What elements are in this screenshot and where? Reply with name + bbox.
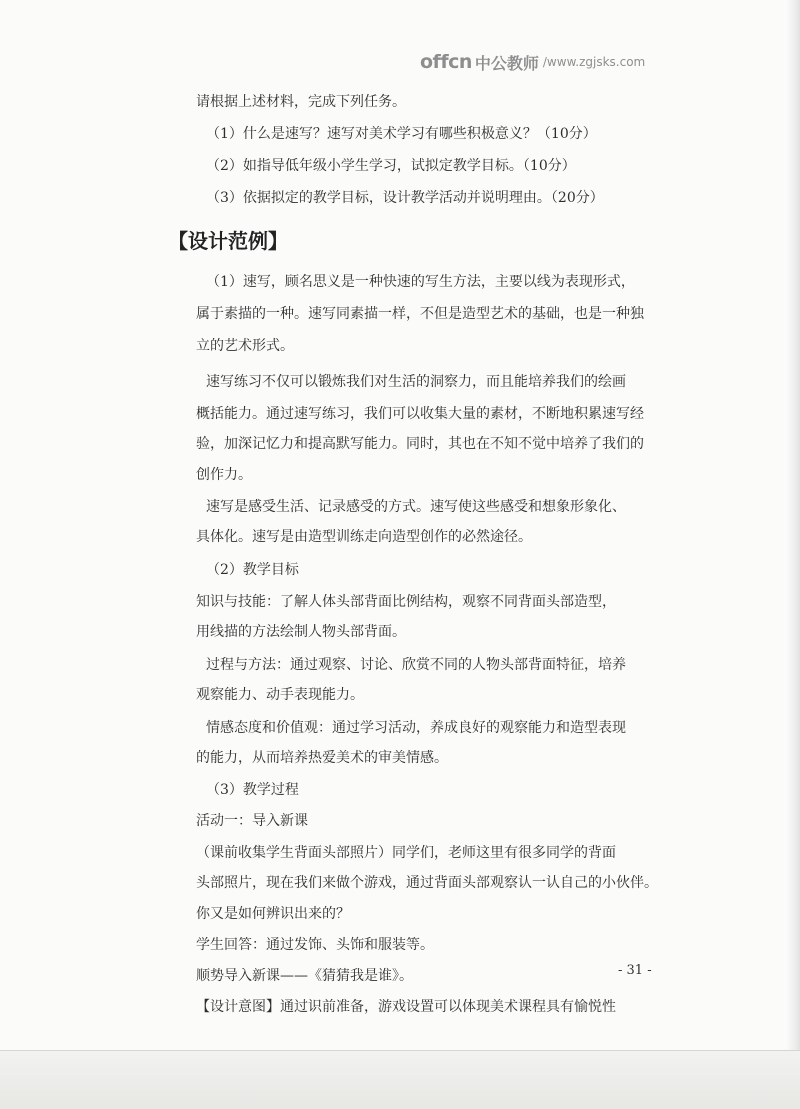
body-line-12: 用线描的方法绘制人物头部背面。 [196, 624, 406, 640]
body-line-18: 活动一：导入新课 [196, 813, 308, 829]
scan-bottom-margin [0, 1050, 800, 1109]
section-heading: 【设计范例】 [168, 229, 288, 253]
body-line-5: 概括能力。通过速写练习，我们可以收集大量的素材，不断地积累速写经 [196, 406, 644, 422]
question-3: （3）依据拟定的教学目标，设计教学活动并说明理由。（20分） [206, 190, 604, 206]
body-line-10: （2）教学目标 [206, 562, 299, 578]
page-edge-shadow [786, 0, 800, 1108]
logo-website: /www.zgjsks.com [542, 55, 646, 69]
body-line-24: 【设计意图】通过识前准备，游戏设置可以体现美术课程具有愉悦性 [196, 999, 616, 1015]
question-1: （1）什么是速写？速写对美术学习有哪些积极意义？（10分） [206, 126, 597, 142]
logo-chinese-name: 中公教师 [474, 53, 539, 73]
body-line-8: 速写是感受生活、记录感受的方式。速写使这些感受和想象形象化、 [206, 499, 626, 515]
body-line-6: 验，加深记忆力和提高默写能力。同时，其也在不知不觉中培养了我们的 [196, 436, 644, 452]
body-line-9: 具体化。速写是由造型训练走向造型创作的必然途径。 [196, 529, 532, 545]
body-line-1: （1）速写，顾名思义是一种快速的写生方法，主要以线为表现形式， [206, 274, 635, 290]
body-line-16: 的能力，从而培养热爱美术的审美情感。 [196, 750, 448, 766]
body-line-7: 创作力。 [196, 467, 252, 483]
body-line-11: 知识与技能：了解人体头部背面比例结构，观察不同背面头部造型， [196, 594, 616, 610]
body-line-23: 顺势导入新课——《猜猜我是谁》。 [196, 968, 413, 984]
body-line-21: 你又是如何辨识出来的？ [196, 906, 350, 922]
page-number: - 31 - [618, 963, 652, 978]
body-line-2: 属于素描的一种。速写同素描一样，不但是造型艺术的基础，也是一种独 [196, 306, 644, 322]
body-line-20: 头部照片，现在我们来做个游戏，通过背面头部观察认一认自己的小伙伴。 [196, 875, 658, 891]
logo-brand: offcn [420, 51, 472, 73]
body-line-15: 情感态度和价值观：通过学习活动，养成良好的观察能力和造型表现 [206, 720, 626, 736]
body-line-4: 速写练习不仅可以锻炼我们对生活的洞察力，而且能培养我们的绘画 [206, 374, 626, 390]
publisher-logo [420, 50, 645, 74]
body-line-3: 立的艺术形式。 [196, 338, 294, 354]
body-line-14: 观察能力、动手表现能力。 [196, 687, 364, 703]
question-2: （2）如指导低年级小学生学习，试拟定教学目标。（10分） [206, 158, 576, 174]
body-line-19: （课前收集学生背面头部照片）同学们，老师这里有很多同学的背面 [196, 845, 616, 861]
intro-text: 请根据上述材料，完成下列任务。 [196, 94, 406, 110]
body-line-13: 过程与方法：通过观察、讨论、欣赏不同的人物头部背面特征，培养 [206, 657, 626, 673]
body-line-22: 学生回答：通过发饰、头饰和服装等。 [196, 937, 434, 953]
body-line-17: （3）教学过程 [206, 782, 299, 798]
